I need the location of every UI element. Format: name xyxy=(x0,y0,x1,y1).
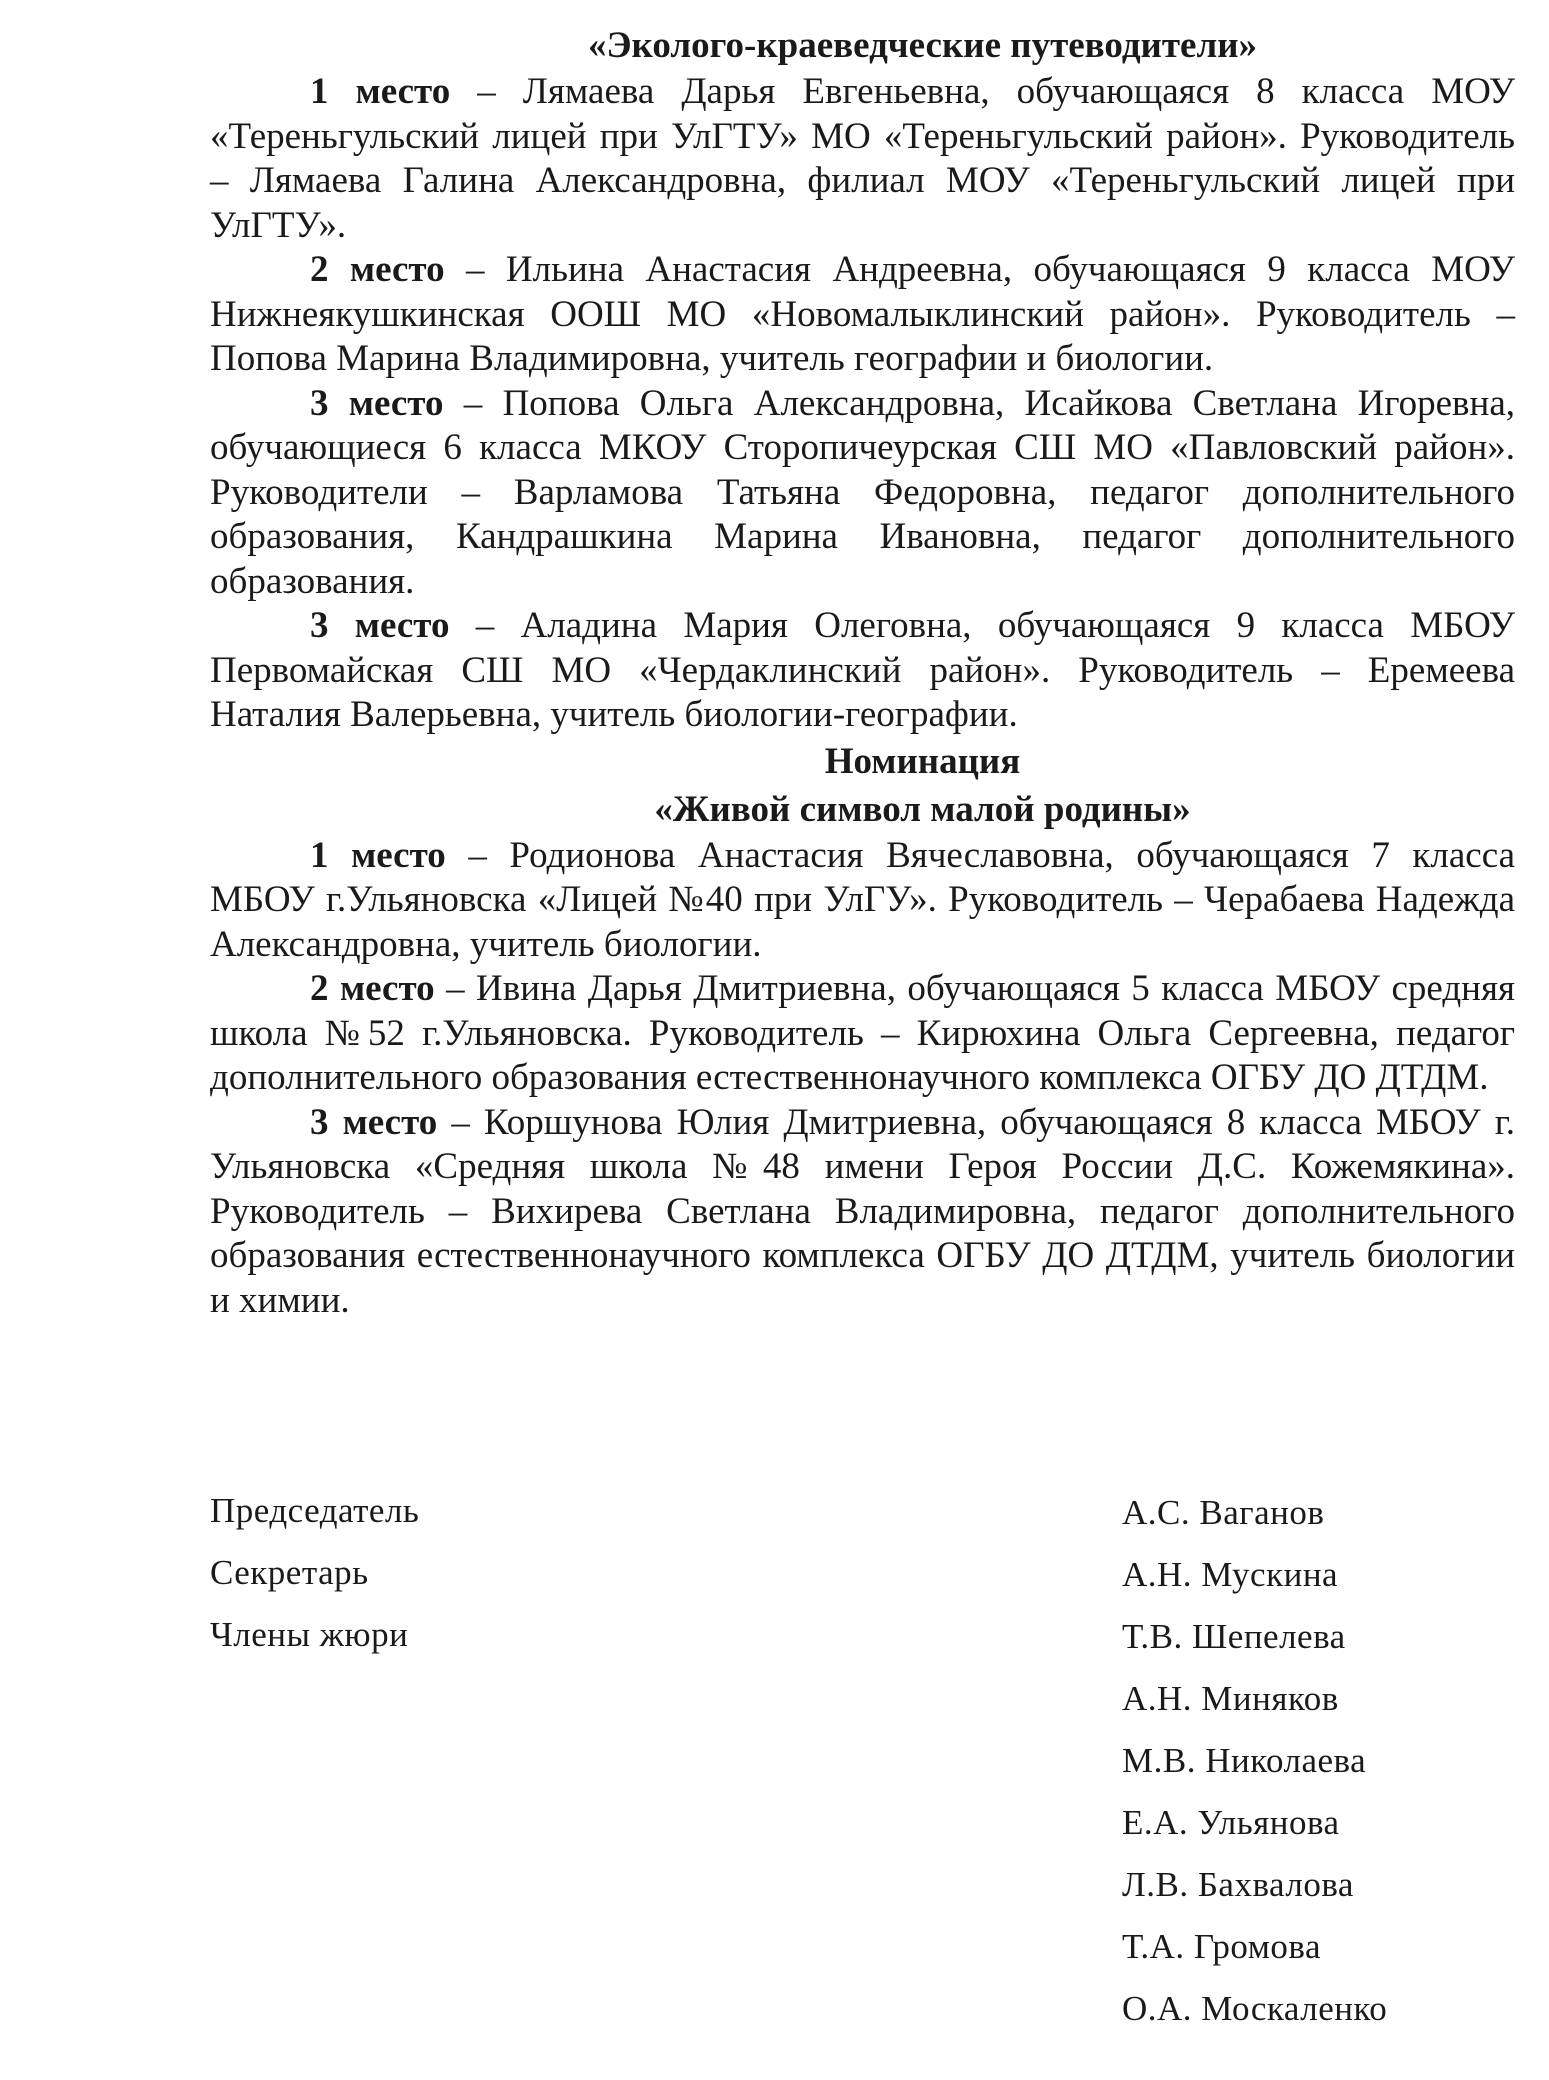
signature-roles xyxy=(210,1480,419,1666)
section-title-living-symbol: «Живой символ малой родины» xyxy=(654,788,1191,830)
role-secretary: Секретарь xyxy=(210,1553,369,1592)
place-label: 2 место xyxy=(310,968,435,1009)
place-label: 2 место xyxy=(310,249,445,290)
award-text: – Аладина Мария Олеговна, обучающаяся 9 класса МБОУ Первомайская СШ МО «Чердаклинский район». Руководитель – Еремеева Наталия Валерьевна, учитель биологии-географии. xyxy=(210,605,1515,735)
place-label: 1 место xyxy=(310,834,446,876)
place-label: 1 место xyxy=(310,71,451,112)
signatory-name: О.А. Москаленко xyxy=(1122,1989,1388,2028)
award-entry xyxy=(210,248,1515,382)
signature-names xyxy=(1122,1482,1387,2040)
award-text: – Коршунова Юлия Дмитриевна, обучающаяся 8 класса МБОУ г. Ульяновска «Средняя школа №48 имени Героя России Д.С. Кожемякина». Руководитель – Вихирева Светлана Владимировна, педагог дополнительного образования естественнонаучного комплекса ОГБУ ДО ДТДМ, учитель биологии и химии. xyxy=(210,1101,1516,1321)
place-label: 3 место xyxy=(310,382,444,424)
signatory-name: Е.А. Ульянова xyxy=(1122,1803,1340,1842)
signatory-name: Л.В. Бахвалова xyxy=(1122,1865,1354,1904)
signatory-name: А.Н. Мускина xyxy=(1122,1555,1339,1594)
place-label: 3 место xyxy=(310,1101,438,1143)
award-entry xyxy=(210,1101,1515,1324)
award-text: – Лямаева Дарья Евгеньевна, обучающаяся 8 класса МОУ «Тереньгульский лицей при УлГТУ» МО «Тереньгульский район». Руководитель – Лямаева Галина Александровна, филиал МОУ «Тереньгульский лицей при УлГТУ». xyxy=(210,71,1515,246)
signatory-name: А.Н. Миняков xyxy=(1122,1679,1339,1718)
place-label: 3 место xyxy=(310,605,450,646)
signatory-name: М.В. Николаева xyxy=(1122,1741,1367,1780)
role-jury-members: Члены жюри xyxy=(210,1615,409,1654)
award-text: – Попова Ольга Александровна, Исайкова Светлана Игоревна, обучающиеся 6 класса МКОУ Сторопичеурская СШ МО «Павловский район». Руководители – Варламова Татьяна Федоровна, педагог дополнительного образования, Кандрашкина Марина Ивановна, педагог дополнительного образования. xyxy=(210,382,1516,602)
nomination-label: Номинация xyxy=(824,740,1021,782)
document-page xyxy=(210,22,1515,1323)
award-text: – Родионова Анастасия Вячеславовна, обучающаяся 7 класса МБОУ г.Ульяновска «Лицей №40 при УлГУ». Руководитель – Черабаева Надежда Александровна, учитель биологии. xyxy=(210,834,1516,965)
signatory-name: Т.А. Громова xyxy=(1122,1927,1322,1966)
section-title-eco-guides: «Эколого-краеведческие путеводители» xyxy=(587,25,1258,66)
award-text: – Ильина Анастасия Андреевна, обучающаяся 9 класса МОУ Нижнеякушкинская ООШ МО «Новомалыклинский район». Руководитель – Попова Марина Владимировна, учитель географии и биологии. xyxy=(210,249,1515,379)
award-entry xyxy=(210,382,1515,605)
award-text: – Ивина Дарья Дмитриевна, обучающаяся 5 класса МБОУ средняя школа №52 г.Ульяновска. Руководитель – Кирюхина Ольга Сергеевна, педагог дополнительного образования естественнонаучного комплекса ОГБУ ДО ДТДМ. xyxy=(210,968,1515,1098)
award-entry xyxy=(210,834,1515,968)
signatory-name: А.С. Ваганов xyxy=(1122,1493,1325,1532)
award-entry xyxy=(210,604,1515,738)
role-chairman: Председатель xyxy=(210,1491,420,1530)
award-entry xyxy=(210,70,1515,248)
award-entry xyxy=(210,967,1515,1101)
signature-block xyxy=(210,1480,1410,2060)
signatory-name: Т.В. Шепелева xyxy=(1122,1617,1346,1656)
